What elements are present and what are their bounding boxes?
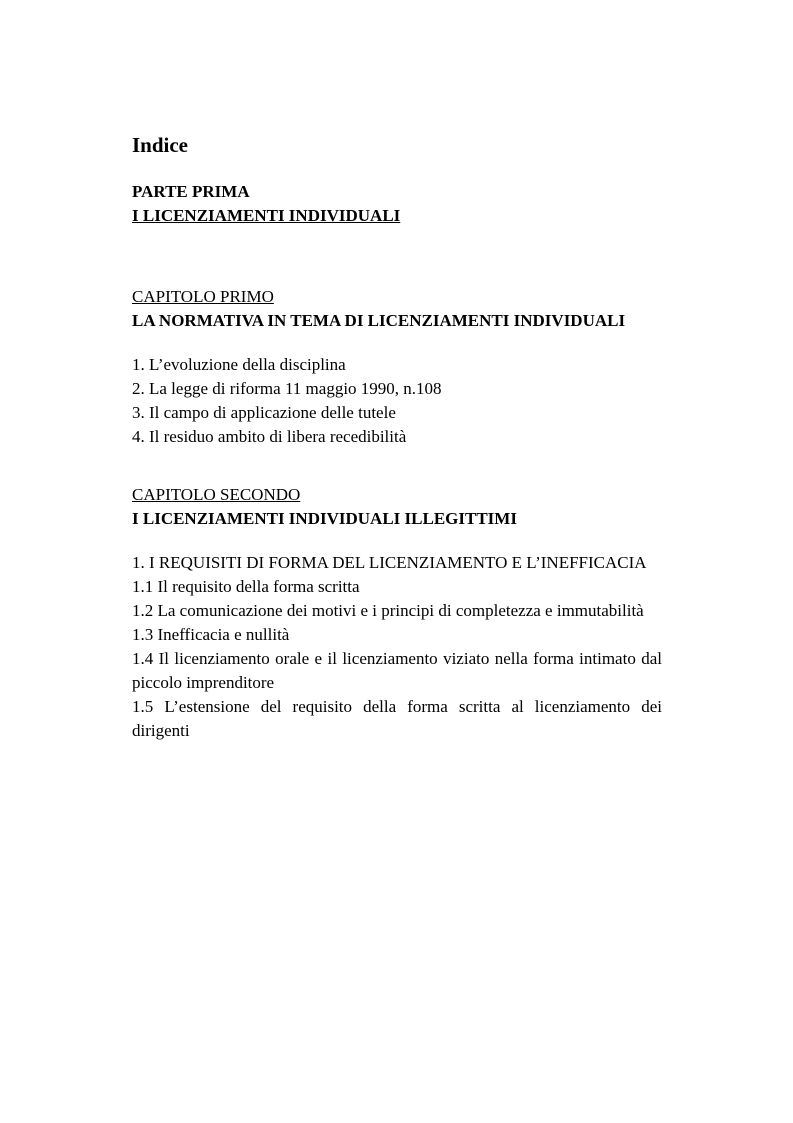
spacer [132,333,662,353]
chapter-two [132,483,662,743]
list-item: 2. La legge di riforma 11 maggio 1990, n.108 [132,379,442,398]
list-item: 1.4 Il licenziamento orale e il licenziamento viziato nella forma intimato dal piccolo imprenditore [132,649,662,692]
list-item: 3. Il campo di applicazione delle tutele [132,403,396,422]
list-item: 1.2 La comunicazione dei motivi e i principi di completezza e immutabilità [132,601,644,620]
spacer [132,449,662,483]
chapter-one-items [132,353,662,449]
chapter-one-label: CAPITOLO PRIMO [132,287,274,306]
spacer [132,531,662,551]
part-one-title: I LICENZIAMENTI INDIVIDUALI [132,206,401,225]
list-item: 1.1 Il requisito della forma scritta [132,577,360,596]
chapter-two-label: CAPITOLO SECONDO [132,485,301,504]
list-item: 1.5 L’estensione del requisito della forma scritta al licenziamento dei dirigenti [132,697,662,740]
chapter-two-title: I LICENZIAMENTI INDIVIDUALI ILLEGITTIMI [132,509,517,528]
part-one-label: PARTE PRIMA [132,182,250,201]
spacer [132,228,662,285]
chapter-one-title: LA NORMATIVA IN TEMA DI LICENZIAMENTI INDIVIDUALI [132,311,626,330]
list-item: 1.3 Inefficacia e nullità [132,625,290,644]
chapter-two-items [132,551,672,743]
list-item: 1. L’evoluzione della disciplina [132,355,346,374]
chapter-one [132,285,662,449]
part-one [132,180,662,228]
index-title: Indice [132,133,189,157]
list-item: 4. Il residuo ambito di libera recedibilità [132,427,407,446]
table-of-contents [132,132,662,743]
list-item: 1. I REQUISITI DI FORMA DEL LICENZIAMENTO E L’INEFFICACIA [132,553,647,572]
